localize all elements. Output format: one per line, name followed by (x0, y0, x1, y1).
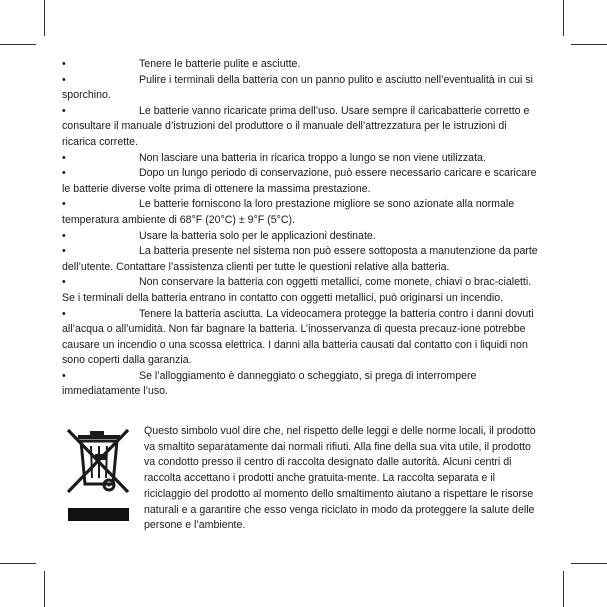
list-item: • Pulire i terminali della batteria con un panno pulito e asciutto nell’eventualità in cui si sporchino. (62, 73, 533, 102)
list-item: • Non conservare la batteria con oggetti metallici, come monete, chiavi o brac-cialetti. Se i terminali della batteria entrano in contatto con oggetti metallici, può originarsi un incendio. (62, 276, 532, 304)
list-item: • Non lasciare una batteria in ricarica troppo a lungo se non viene utilizzata. (62, 151, 542, 167)
crossed-out-wheelie-bin-icon (62, 426, 136, 526)
bullet: • (62, 229, 66, 242)
bullet: • (62, 104, 66, 117)
crop-mark-bottom-left (44, 571, 45, 607)
battery-safety-list (62, 57, 542, 400)
crop-mark-bottom-right (563, 571, 564, 607)
bullet: • (62, 307, 66, 320)
crop-mark-left-top (0, 44, 36, 45)
crop-mark-top-left (44, 0, 45, 36)
list-item: • Le batterie vanno ricaricate prima dell’uso. Usare sempre il caricabatterie corretto e consultare il manuale d’istruzioni del produttore o il manuale dell’attrezzatura per le istruzioni di ricarica corrette. (62, 104, 530, 148)
weee-disposal-notice (62, 424, 550, 544)
crop-mark-top-right (563, 0, 564, 36)
bullet: • (62, 167, 66, 180)
bullet: • (62, 245, 66, 258)
list-item: • Le batterie forniscono la loro prestazione migliore se sono azionate alla normale temperatura ambiente di 68°F (20°C) ± 9°F (5°C). (62, 198, 515, 226)
bullet: • (62, 369, 66, 382)
list-item: • La batteria presente nel sistema non può essere sottoposta a manutenzione da parte dell’utente. Contattare l’assistenza clienti per tutte le questioni relative alla batteria. (62, 245, 538, 273)
crop-mark-right-top (571, 44, 607, 45)
bullet: • (62, 198, 66, 211)
list-item: • Dopo un lungo periodo di conservazione, può essere necessario caricare e scaricare le batterie diverse volte prima di ottenere la massima prestazione. (62, 167, 537, 195)
list-item: • Tenere le batterie pulite e asciutte. (62, 57, 542, 73)
weee-notice-text: Questo simbolo vuol dire che, nel rispetto delle leggi e delle norme locali, il prodotto va smaltito separatamente dai normali rifiuti. Alla fine della sua vita utile, il prodotto va condotto presso il centro di raccolta designato dalle autorità. Alcuni centri di raccolta accettano i prodotti anche gratuita-mente. La raccolta separata e il riciclaggio del prodotto al momento dello smaltimento aiutano a rispettare le risorse naturali e a garantire che esso venga riciclato in modo da proteggere la salute delle persone e l’ambiente. (144, 425, 536, 532)
crop-mark-right-bottom (571, 563, 607, 564)
list-item: • Tenere la batteria asciutta. La videocamera protegge la batteria contro i danni dovuti all’acqua o all’umidità. Non far bagnare la batteria. L’inosservanza di questa precauz-ione potrebbe causare un incendio o una scossa elettrica. I danni alla batteria causati dal contatto con i liquidi non sono coperti dalla garanzia. (62, 307, 534, 367)
crop-mark-left-bottom (0, 563, 36, 564)
list-item: • Usare la batteria solo per le applicazioni destinate. (62, 229, 542, 245)
list-item: • Se l’alloggiamento è danneggiato o scheggiato, si prega di interrompere immediatamente l’uso. (62, 369, 477, 398)
bullet: • (62, 151, 66, 164)
bullet: • (62, 276, 66, 289)
bullet: • (62, 58, 66, 70)
bullet: • (62, 73, 66, 86)
